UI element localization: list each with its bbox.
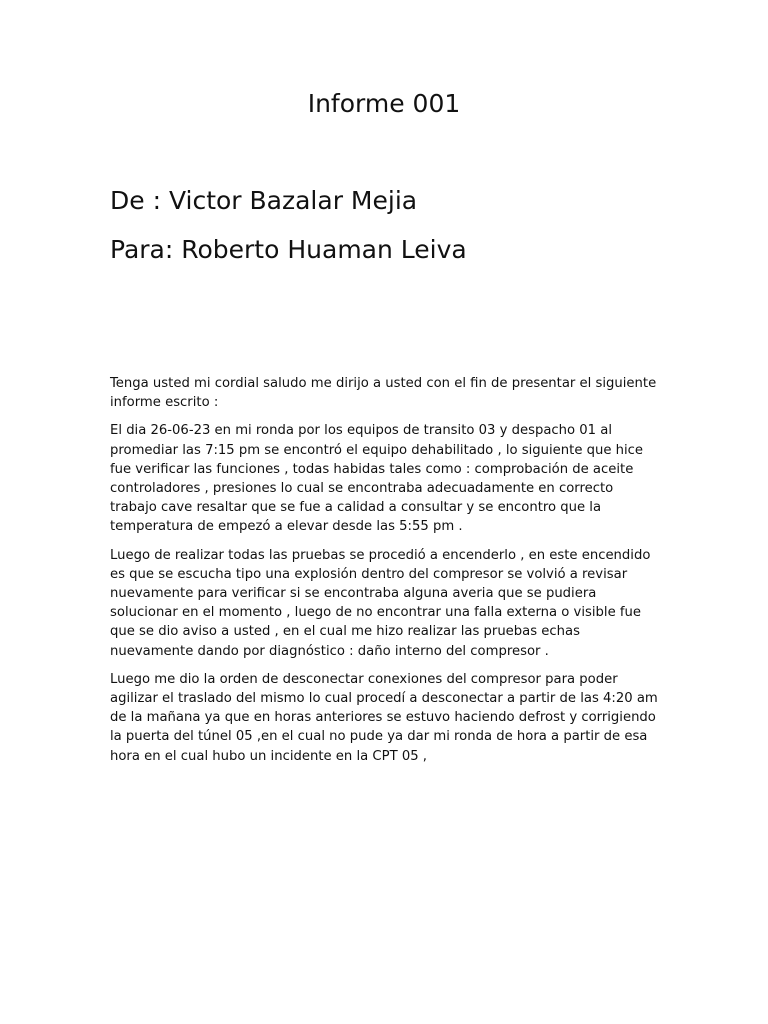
greeting-paragraph: Tenga usted mi cordial saludo me dirijo a usted con el fin de presentar el siguiente informe escrito : [110, 376, 657, 411]
report-body [110, 374, 658, 775]
recipient-line: Para: Roberto Huaman Leiva [110, 235, 467, 264]
diagnosis-paragraph: Luego de realizar todas las pruebas se procedió a encenderlo , en este encendido es que se escucha tipo una explosión dentro del compresor se volvió a revisar nuevamente para verificar si se encontraba alguna averia que se pudiera solucionar en el momento , luego de no encontrar una falla externa o visible fue que se dio aviso a usted , en el cual me hizo realizar las pruebas echas nuevamente dando por diagnóstico : daño interno del compresor . [110, 547, 651, 659]
document-title: Informe 001 [307, 89, 461, 118]
incident-paragraph: El dia 26-06-23 en mi ronda por los equipos de transito 03 y despacho 01 al promediar las 7:15 pm se encontró el equipo dehabilitado , lo siguiente que hice fue verificar las funciones , todas habidas tales como : comprobación de aceite controladores , presiones lo cual se encontraba adecuadamente en correcto trabajo cave resaltar que se fue a calidad a consultar y se encontro que la temperatura de empezó a elevar desde las 5:55 pm . [110, 423, 644, 535]
sender-line: De : Victor Bazalar Mejia [110, 186, 418, 215]
disconnection-paragraph: Luego me dio la orden de desconectar conexiones del compresor para poder agilizar el traslado del mismo lo cual procedí a desconectar a partir de las 4:20 am de la mañana ya que en horas anteriores se estuvo haciendo defrost y corrigiendo la puerta del túnel 05 ,en el cual no pude ya dar mi ronda de hora a partir de esa hora en el cual hubo un incidente en la CPT 05 , [110, 671, 658, 764]
